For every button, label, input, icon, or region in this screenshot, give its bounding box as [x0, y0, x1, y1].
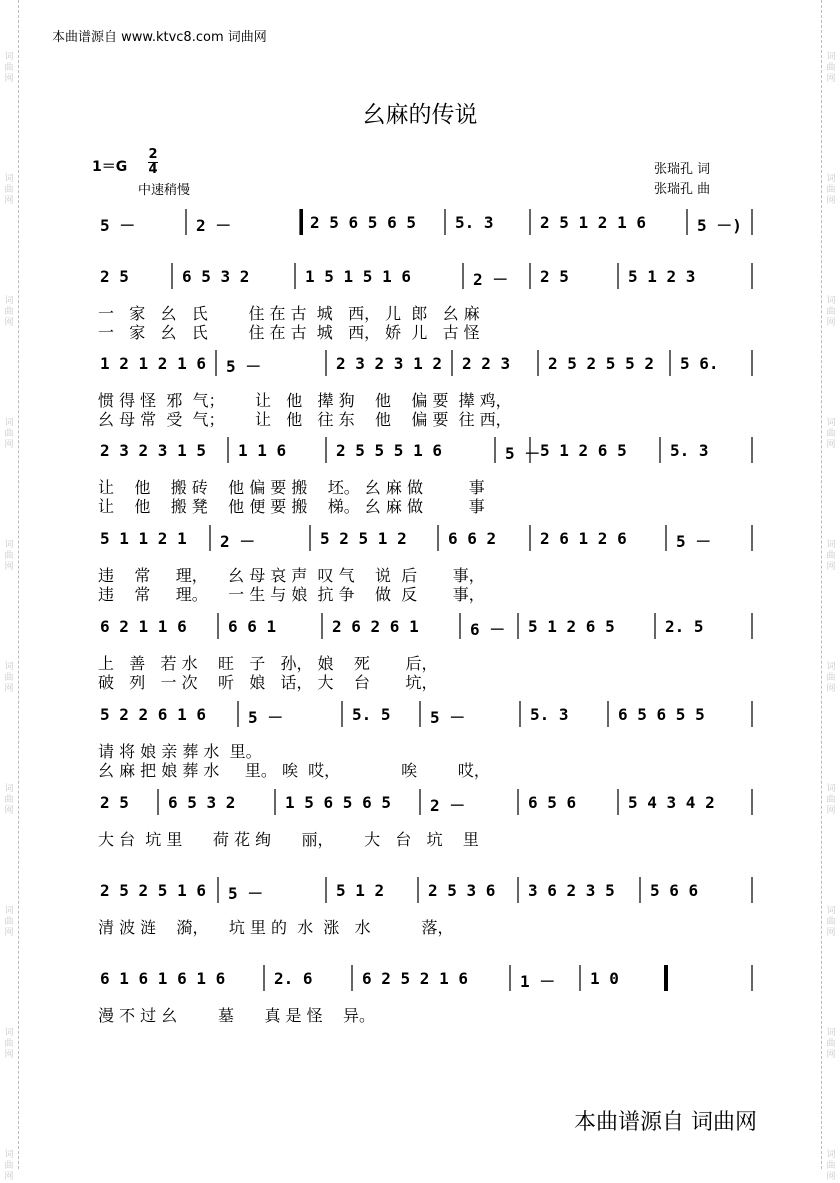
watermark-text: 词 曲 网 — [826, 784, 836, 816]
measure: 5 2 5 1 2 — [320, 529, 407, 548]
measure: 2 － — [430, 796, 466, 815]
measure: 5 1 2 3 — [628, 267, 696, 286]
measure: 5 －) — [697, 216, 742, 235]
measure: 2 5 — [100, 267, 129, 286]
measure: 2 5 5 5 1 6 — [336, 441, 442, 460]
watermark-text: 词 曲 网 — [4, 418, 14, 450]
measure: 6 6 1 — [228, 617, 277, 636]
measure: 1 0 — [590, 969, 619, 988]
measure: 5 1 2 — [336, 881, 385, 900]
watermark-text: 词 曲 网 — [4, 906, 14, 938]
source-header: 本曲谱源自 www.ktvc8.com 词曲网 — [52, 30, 267, 45]
watermark-text: 词 曲 网 — [826, 662, 836, 694]
watermark-text: 词 曲 网 — [826, 174, 836, 206]
footer-source: 本曲谱源自 词曲网 — [574, 1110, 757, 1135]
measure: 1 － — [520, 972, 556, 991]
measure: 5 － — [676, 532, 712, 551]
watermark-text: 词 曲 网 — [826, 1150, 836, 1182]
watermark-text: 词 曲 网 — [4, 540, 14, 572]
measure: 5 － — [248, 708, 284, 727]
lyric-line: 违 常 理， 幺 母 哀 声 叹 气 说 后 事， — [98, 566, 485, 585]
watermark-text: 词 曲 网 — [4, 784, 14, 816]
measure: 5. 5 — [352, 705, 391, 724]
lyric-line: 漫 不 过 幺 墓 真 是 怪 异。 — [98, 1006, 375, 1025]
watermark-text: 词 曲 网 — [4, 52, 14, 84]
measure: 5 1 2 6 5 — [528, 617, 615, 636]
watermark-text: 词 曲 网 — [4, 662, 14, 694]
watermark-text: 词 曲 网 — [4, 296, 14, 328]
measure: 2 6 1 2 6 — [540, 529, 627, 548]
measure: 2 6 2 6 1 — [332, 617, 419, 636]
lyric-line: 清 波 涟 漪， 坑 里 的 水 涨 水 落， — [98, 918, 454, 937]
song-title: 幺麻的传说 — [362, 102, 478, 128]
measure: 5 － — [226, 357, 262, 376]
lyric-line: 大 台 坑 里 荷 花 绚 丽， 大 台 坑 里 — [98, 830, 479, 849]
measure: 2 5 — [540, 267, 569, 286]
repeat-barline — [300, 209, 303, 235]
measure: 5 － — [100, 216, 136, 235]
watermark-text: 词 曲 网 — [826, 418, 836, 450]
lyric-line: 违 常 理。 一 生 与 娘 抗 争 做 反 事， — [98, 585, 485, 604]
measure: 5 6 6 — [650, 881, 699, 900]
tempo-marking: 中速稍慢 — [138, 183, 191, 198]
watermark-text: 词 曲 网 — [4, 1150, 14, 1182]
composer-credit: 张瑞孔 曲 — [654, 182, 711, 197]
measure: 2 5 — [100, 793, 129, 812]
lyric-line: 一 家 幺 氏 住 在 古 城 西， 儿 郎 幺 麻 — [98, 304, 480, 323]
measure: 2 5 3 6 — [428, 881, 496, 900]
watermark-text: 词 曲 网 — [826, 296, 836, 328]
measure: 2. 5 — [665, 617, 704, 636]
lyric-line: 幺 麻 把 娘 葬 水 里。 唉 哎， 唉 哎， — [98, 761, 490, 780]
measure: 2 5 6 5 6 5 — [310, 213, 416, 232]
watermark-text: 词 曲 网 — [4, 1028, 14, 1060]
measure: 2. 6 — [274, 969, 313, 988]
measure: 1 1 6 — [238, 441, 287, 460]
measure: 1 5 1 5 1 6 — [305, 267, 411, 286]
measure: 2 3 2 3 1 2 — [336, 354, 442, 373]
watermark-text: 词 曲 网 — [826, 1028, 836, 1060]
measure: 2 5 2 5 1 6 — [100, 881, 206, 900]
measure: 2 － — [196, 216, 232, 235]
measure: 5. 3 — [455, 213, 494, 232]
measure: 6 5 3 2 — [168, 793, 236, 812]
time-numerator: 2 — [148, 147, 158, 162]
measure: 6 5 6 5 5 — [618, 705, 705, 724]
time-denominator: 4 — [148, 162, 158, 177]
measure: 6 5 6 — [528, 793, 577, 812]
measure: 6 2 1 1 6 — [100, 617, 187, 636]
measure: 2 2 3 — [462, 354, 511, 373]
measure: 1 5 6 5 6 5 — [285, 793, 391, 812]
measure: 5 1 1 2 1 — [100, 529, 187, 548]
measure: 6 1 6 1 6 1 6 — [100, 969, 226, 988]
measure: 2 5 2 5 5 2 — [548, 354, 654, 373]
lyric-line: 惯 得 怪 邪 气； 让 他 撵 狗 他 偏 要 撵 鸡， — [98, 391, 512, 410]
measure: 1 2 1 2 1 6 — [100, 354, 206, 373]
measure: 2 3 2 3 1 5 — [100, 441, 206, 460]
measure: 5. 3 — [670, 441, 709, 460]
measure: 2 5 1 2 1 6 — [540, 213, 646, 232]
measure: 3 6 2 3 5 — [528, 881, 615, 900]
measure: 5 4 3 4 2 — [628, 793, 715, 812]
measure: 5. 3 — [530, 705, 569, 724]
lyric-line: 请 将 娘 亲 葬 水 里。 — [98, 742, 262, 761]
measure: 6 6 2 — [448, 529, 497, 548]
lyric-line: 让 他 搬 凳 他 便 要 搬 梯。 幺 麻 做 事 — [98, 497, 485, 516]
measure: 5 － — [505, 444, 541, 463]
watermark-text: 词 曲 网 — [826, 52, 836, 84]
measure: 5 2 2 6 1 6 — [100, 705, 206, 724]
measure: 6 － — [470, 620, 506, 639]
watermark-text: 词 曲 网 — [826, 540, 836, 572]
lyric-line: 一 家 幺 氏 住 在 古 城 西， 娇 儿 古 怪 — [98, 323, 480, 342]
measure: 6 5 3 2 — [182, 267, 250, 286]
measure: 6 2 5 2 1 6 — [362, 969, 468, 988]
measure: 5 6. — [680, 354, 719, 373]
watermark-text: 词 曲 网 — [4, 174, 14, 206]
measure: 2 － — [220, 532, 256, 551]
lyric-line: 幺 母 常 受 气； 让 他 往 东 他 偏 要 往 西， — [98, 410, 512, 429]
measure: 5 － — [228, 884, 264, 903]
lyricist-credit: 张瑞孔 词 — [654, 162, 711, 177]
key-signature: 1＝G — [92, 159, 128, 175]
final-barline — [664, 965, 668, 991]
measure: 5 1 2 6 5 — [540, 441, 627, 460]
watermark-text: 词 曲 网 — [826, 906, 836, 938]
measure: 2 － — [473, 270, 509, 289]
lyric-line: 破 列 一 次 听 娘 话， 大 台 坑， — [98, 673, 438, 692]
measure: 5 － — [430, 708, 466, 727]
lyric-line: 上 善 若 水 旺 子 孙， 娘 死 后， — [98, 654, 438, 673]
lyric-line: 让 他 搬 砖 他 偏 要 搬 坯。 幺 麻 做 事 — [98, 478, 485, 497]
